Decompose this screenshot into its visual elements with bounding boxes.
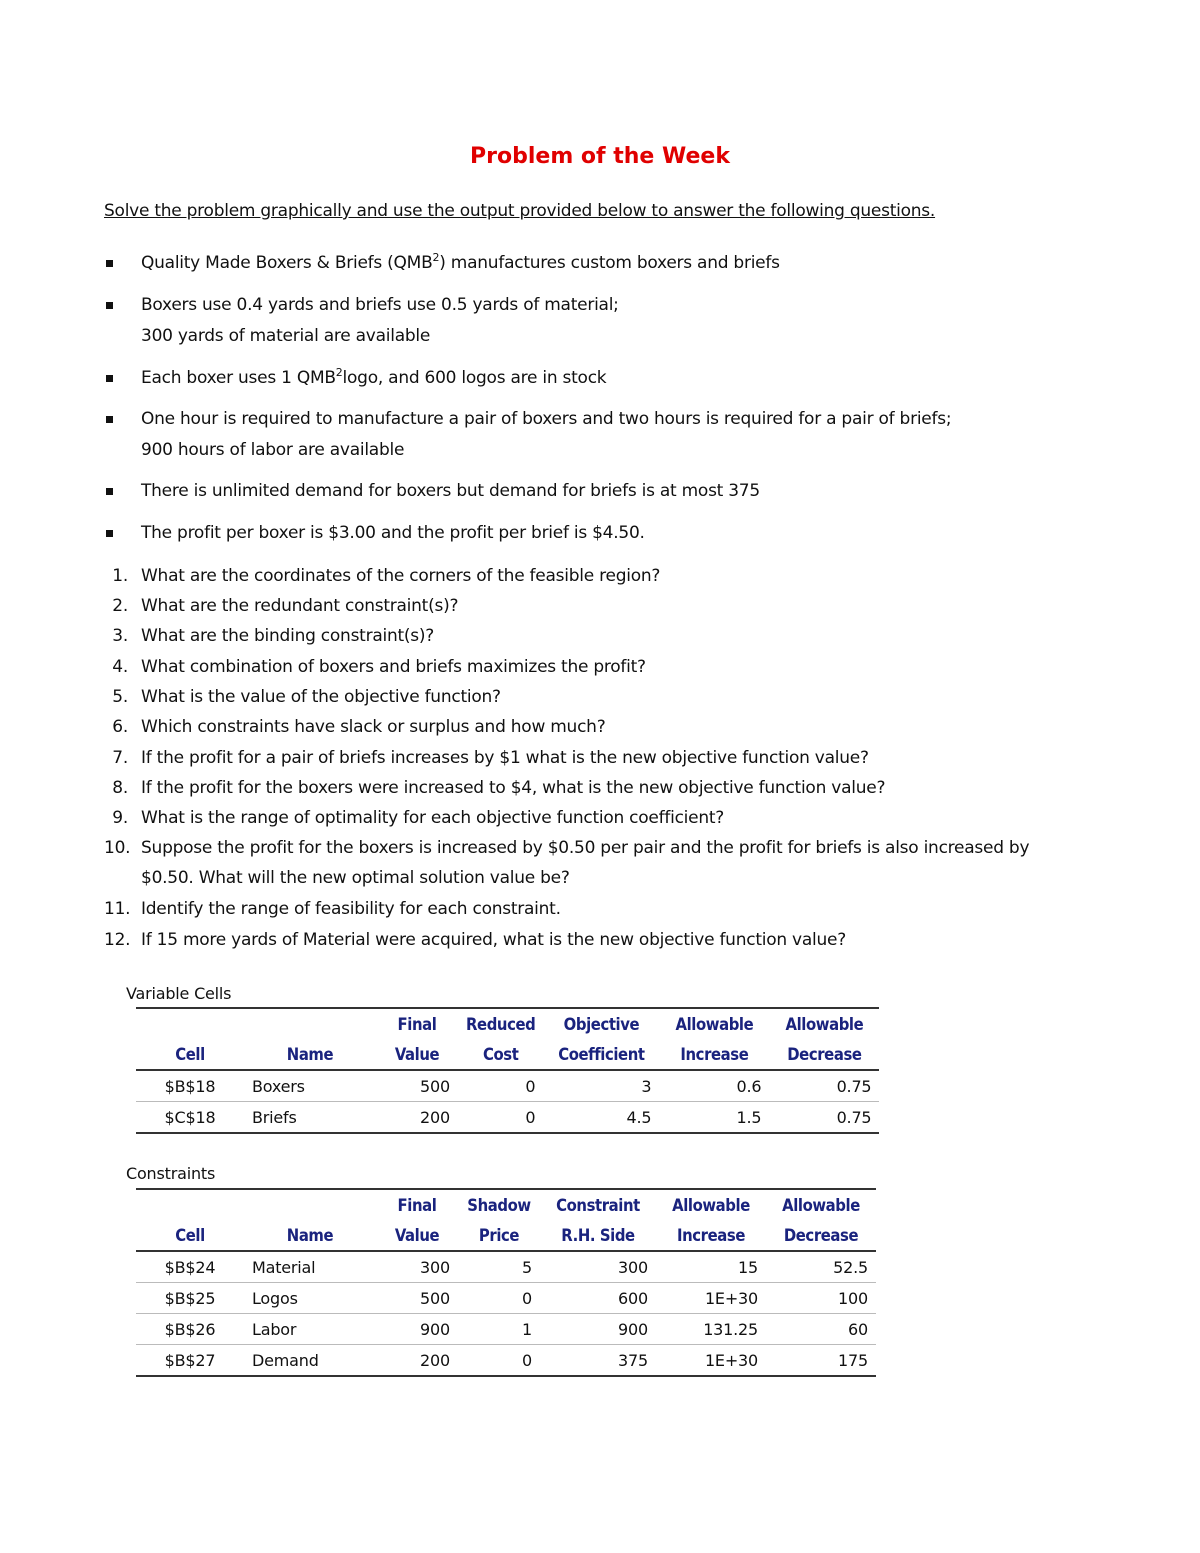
table-cell: $B$25: [136, 1283, 244, 1314]
question-number: 6.: [112, 717, 128, 737]
table-cell: 900: [540, 1314, 656, 1345]
bullet-square-icon: [106, 260, 113, 267]
question-text: What are the binding constraint(s)?: [141, 626, 435, 646]
table-cell: 175: [766, 1345, 876, 1377]
table-header-row: [136, 1220, 876, 1251]
table-cell: $B$18: [136, 1070, 244, 1102]
table-cell: 5: [458, 1251, 540, 1283]
table-cell: 300: [376, 1251, 458, 1283]
header-cell: Final: [376, 1008, 458, 1039]
constraints-label: Constraints: [126, 1164, 216, 1183]
table-cell: 3: [543, 1070, 659, 1102]
table-cell: 600: [540, 1283, 656, 1314]
question-number: 2.: [112, 596, 128, 616]
question-number: 12.: [104, 930, 131, 950]
variable-cells-label: Variable Cells: [126, 984, 232, 1003]
bullet-text: Boxers use 0.4 yards and briefs use 0.5 yards of material;: [141, 295, 619, 315]
table-header-row: [136, 1189, 876, 1220]
header-cell: Cell: [136, 1039, 244, 1070]
table-cell: 0: [458, 1283, 540, 1314]
table-row: [136, 1251, 876, 1283]
table-cell: 4.5: [543, 1102, 659, 1134]
question-text: Suppose the profit for the boxers is increased by $0.50 per pair and the profit for briefs is also increased by: [141, 838, 1030, 858]
header-cell: [136, 1008, 244, 1039]
bullet-square-icon: [106, 416, 113, 423]
header-cell: Value: [376, 1039, 458, 1070]
header-cell: Allowable: [769, 1008, 879, 1039]
bullet-square-icon: [106, 488, 113, 495]
header-cell: Cell: [136, 1220, 244, 1251]
table-cell: 0.6: [659, 1070, 769, 1102]
bullet-text: Quality Made Boxers & Briefs (QMB$^2$) manufactures custom boxers and briefs: [141, 251, 780, 273]
header-cell: Increase: [656, 1220, 766, 1251]
header-cell: [244, 1008, 376, 1039]
question-number: 7.: [112, 748, 128, 768]
table-cell: 0: [458, 1102, 543, 1134]
table-cell: Briefs: [244, 1102, 376, 1134]
header-cell: [136, 1189, 244, 1220]
table-cell: Logos: [244, 1283, 376, 1314]
question-text: What is the value of the objective function?: [141, 687, 501, 707]
table-cell: 0: [458, 1070, 543, 1102]
header-cell: Name: [244, 1220, 376, 1251]
header-cell: [244, 1189, 376, 1220]
header-cell: Objective: [543, 1008, 659, 1039]
question-number: 4.: [112, 657, 128, 677]
table-cell: 131.25: [656, 1314, 766, 1345]
header-cell: Allowable: [656, 1189, 766, 1220]
table-cell: Boxers: [244, 1070, 376, 1102]
question-text-continued: $0.50. What will the new optimal solution value be?: [141, 868, 570, 888]
table-cell: 0.75: [769, 1102, 879, 1134]
bullet-text-continued: 900 hours of labor are available: [141, 440, 405, 460]
table-cell: 100: [766, 1283, 876, 1314]
header-cell: Increase: [659, 1039, 769, 1070]
header-cell: Value: [376, 1220, 458, 1251]
table-cell: $B$26: [136, 1314, 244, 1345]
header-cell: Allowable: [659, 1008, 769, 1039]
table-row: [136, 1345, 876, 1377]
constraints-table: [136, 1188, 876, 1377]
table-row: [136, 1283, 876, 1314]
table-cell: 1E+30: [656, 1283, 766, 1314]
table-cell: Labor: [244, 1314, 376, 1345]
header-cell: Name: [244, 1039, 376, 1070]
table-row: [136, 1070, 879, 1102]
question-number: 1.: [112, 566, 128, 586]
table-cell: 375: [540, 1345, 656, 1377]
bullet-square-icon: [106, 375, 113, 382]
question-text: What are the coordinates of the corners of the feasible region?: [141, 566, 661, 586]
question-number: 10.: [104, 838, 131, 858]
table-cell: 15: [656, 1251, 766, 1283]
header-cell: Allowable: [766, 1189, 876, 1220]
header-cell: Reduced: [458, 1008, 543, 1039]
table-row: [136, 1314, 876, 1345]
header-cell: Final: [376, 1189, 458, 1220]
table-cell: 60: [766, 1314, 876, 1345]
header-cell: Decrease: [769, 1039, 879, 1070]
table-cell: Demand: [244, 1345, 376, 1377]
table-cell: Material: [244, 1251, 376, 1283]
header-cell: Price: [458, 1220, 540, 1251]
header-cell: Coefficient: [543, 1039, 659, 1070]
page-title: Problem of the Week: [470, 144, 730, 169]
question-text: What combination of boxers and briefs maximizes the profit?: [141, 657, 646, 677]
header-cell: Constraint: [540, 1189, 656, 1220]
question-number: 3.: [112, 626, 128, 646]
header-cell: Decrease: [766, 1220, 876, 1251]
header-cell: Cost: [458, 1039, 543, 1070]
header-cell: R.H. Side: [540, 1220, 656, 1251]
question-text: Which constraints have slack or surplus and how much?: [141, 717, 606, 737]
table-header-row: [136, 1039, 879, 1070]
table-cell: 300: [540, 1251, 656, 1283]
table-row: [136, 1102, 879, 1134]
table-cell: 500: [376, 1070, 458, 1102]
question-number: 9.: [112, 808, 128, 828]
table-cell: $B$27: [136, 1345, 244, 1377]
table-cell: 900: [376, 1314, 458, 1345]
table-cell: 0: [458, 1345, 540, 1377]
header-cell: Shadow: [458, 1189, 540, 1220]
question-text: If the profit for a pair of briefs increases by $1 what is the new objective function value?: [141, 748, 869, 768]
bullet-square-icon: [106, 302, 113, 309]
bullet-text: One hour is required to manufacture a pair of boxers and two hours is required for a pair of briefs;: [141, 409, 952, 429]
table-cell: 200: [376, 1345, 458, 1377]
table-cell: 1.5: [659, 1102, 769, 1134]
variable-cells-table: [136, 1007, 879, 1134]
instruction-text: Solve the problem graphically and use the output provided below to answer the following questions.: [104, 201, 936, 221]
question-text: If the profit for the boxers were increased to $4, what is the new objective function value?: [141, 778, 886, 798]
question-number: 8.: [112, 778, 128, 798]
bullet-text-continued: 300 yards of material are available: [141, 326, 431, 346]
table-cell: 1E+30: [656, 1345, 766, 1377]
table-cell: 0.75: [769, 1070, 879, 1102]
table-cell: 500: [376, 1283, 458, 1314]
question-text: What are the redundant constraint(s)?: [141, 596, 459, 616]
question-number: 5.: [112, 687, 128, 707]
table-cell: $B$24: [136, 1251, 244, 1283]
question-text: Identify the range of feasibility for each constraint.: [141, 899, 561, 919]
question-text: What is the range of optimality for each objective function coefficient?: [141, 808, 725, 828]
bullet-square-icon: [106, 530, 113, 537]
question-text: If 15 more yards of Material were acquired, what is the new objective function value?: [141, 930, 847, 950]
table-cell: 52.5: [766, 1251, 876, 1283]
bullet-text: Each boxer uses 1 QMB$^2$logo, and 600 logos are in stock: [141, 366, 607, 388]
table-cell: 200: [376, 1102, 458, 1134]
table-header-row: [136, 1008, 879, 1039]
table-cell: 1: [458, 1314, 540, 1345]
table-cell: $C$18: [136, 1102, 244, 1134]
bullet-text: The profit per boxer is $3.00 and the profit per brief is $4.50.: [141, 523, 645, 543]
question-number: 11.: [104, 899, 131, 919]
bullet-text: There is unlimited demand for boxers but demand for briefs is at most 375: [141, 481, 760, 501]
